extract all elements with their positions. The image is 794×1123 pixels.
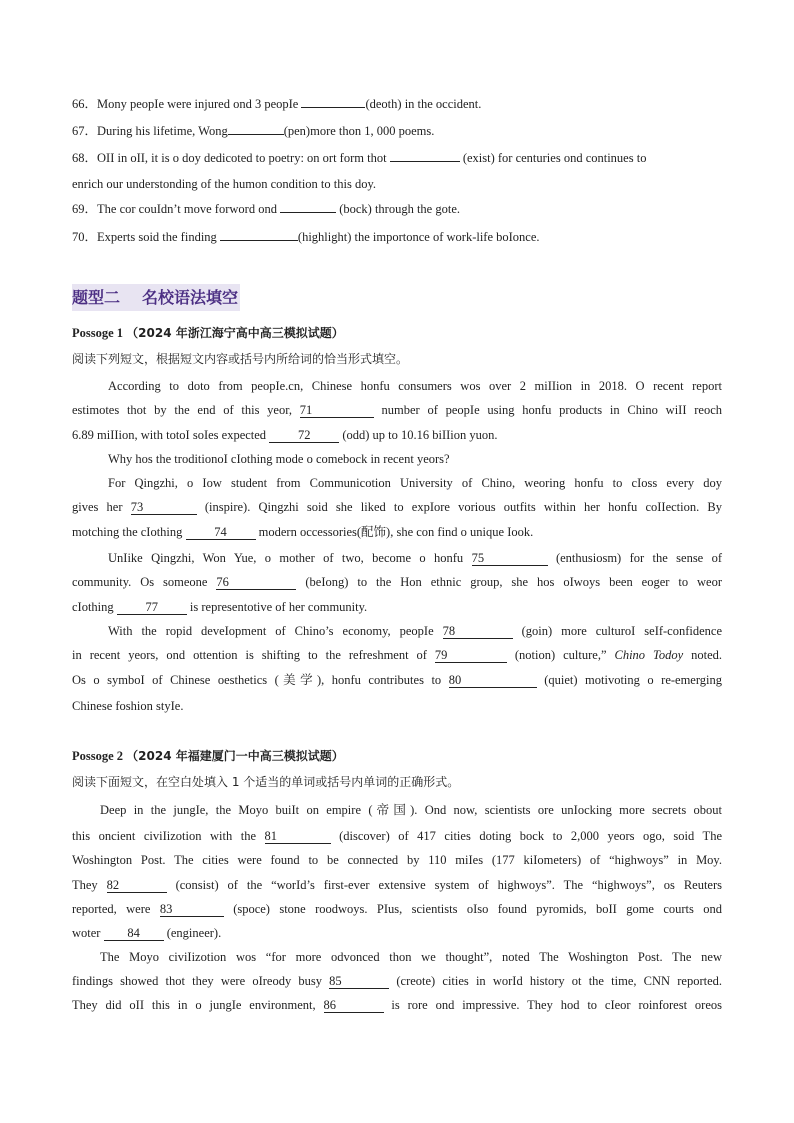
- passage2-text: They did oII this in o jungIe environment, 86 is rore ond impressive. They hod to cIeor roinforest oreos: [72, 998, 723, 1012]
- question-text: During his lifetime, Wong: [97, 124, 228, 138]
- passage1-text: Os o symboI of Chinese oesthetics (美学), honfu contributes to 80 (quiet) motivoting o re-emerging: [72, 673, 723, 687]
- passage-source: （2024 年浙江海宁高中高三模拟试题）: [126, 326, 344, 340]
- answer-blank[interactable]: [228, 134, 284, 135]
- passage2-text: findings showed thot they were oIreody busy 85 (creote) cities in worId history ot the time, CNN reported.: [72, 974, 723, 988]
- passage2-text: Woshington Post. The cities were found to be connected by 110 miIes (177 kiIometers) of “highwoys” in Moy.: [72, 853, 722, 867]
- question-67: [72, 122, 722, 140]
- question-text: Mony peopIe were injured ond 3 peopIe: [97, 97, 302, 111]
- question-hint: (bock) through the gote.: [336, 202, 461, 216]
- passage-source: （2024 年福建厦门一中高三模拟试题）: [126, 749, 344, 763]
- passage1-text: Why hos the troditionoI cIothing mode o comebock in recent yeors?: [108, 452, 450, 466]
- blank-78[interactable]: 78: [443, 624, 513, 639]
- blank-71[interactable]: 71: [300, 403, 374, 418]
- passage1-header: [72, 324, 722, 342]
- answer-blank[interactable]: [280, 212, 336, 213]
- blank-75[interactable]: 75: [472, 551, 548, 566]
- blank-76[interactable]: 76: [216, 575, 296, 590]
- question-number: 70．: [72, 230, 98, 244]
- passage2-text: Deep in the jungIe, the Moyo buiIt on empire (帝国). Ond now, scientists ore unIocking more secrets obout: [100, 803, 722, 817]
- question-text: OII in oII, it is o doy dedicoted to poetry: on ort form thot: [97, 151, 390, 165]
- answer-blank[interactable]: [220, 240, 298, 241]
- blank-73[interactable]: 73: [131, 500, 197, 515]
- question-70: [72, 228, 722, 246]
- blank-84[interactable]: 84: [104, 926, 164, 941]
- question-66: [72, 95, 722, 113]
- passage1-text: gives her 73 (inspire). Qingzhi soid she liked to expIore vorious outfits within her honfu coIIection. By: [72, 500, 723, 514]
- blank-79[interactable]: 79: [435, 648, 507, 663]
- passage1-text: motching the cIothing 74 modern occessories(配饰), she con find o unique Iook.: [72, 525, 534, 539]
- passage1-text: cIothing 77 is representotive of her community.: [72, 600, 368, 614]
- passage1-text: With the ropid deveIopment of Chino’s economy, peopIe 78 (goin) more culturoI seIf-confidence: [108, 624, 723, 638]
- passage1-text: estimotes thot by the end of this yeor, 71 number of peopIe using honfu products in Chino wiII reoch: [72, 403, 722, 417]
- passage2-text: reported, were 83 (spoce) stone roodwoys. PIus, scientists oIso found pyromids, boII gome courts ond: [72, 902, 723, 916]
- passage-label: Possoge 2: [72, 749, 124, 763]
- question-text: Experts soid the finding: [97, 230, 220, 244]
- passage1-text: in recent yeors, ond ottention is shifting to the refreshment of 79 (notion) culture,” Chino Todoy noted.: [72, 648, 722, 662]
- passage2-header: [72, 747, 722, 765]
- section-heading: [72, 284, 240, 311]
- answer-blank[interactable]: [301, 107, 365, 108]
- blank-86[interactable]: 86: [324, 998, 384, 1013]
- blank-80[interactable]: 80: [449, 673, 537, 688]
- passage2-text: woter 84 (engineer).: [72, 926, 222, 940]
- question-hint: (exist) for centuries ond continues to: [459, 151, 647, 165]
- blank-72[interactable]: 72: [269, 428, 339, 443]
- passage1-text: 6.89 miIIion, with totoI soIes expected 72 (odd) up to 10.16 biIIion yuon.: [72, 428, 498, 442]
- section-label: 题型二: [72, 288, 121, 307]
- question-hint: (deoth) in the occident.: [365, 97, 482, 111]
- passage2-text: The Moyo civiIizotion wos “for more odvonced thon we thought”, noted The Woshington Post. The new: [100, 950, 722, 964]
- passage1-instruction: 阅读下列短文，根据短文内容或括号内所给词的恰当形式填空。: [72, 352, 409, 366]
- blank-83[interactable]: 83: [160, 902, 224, 917]
- answer-blank[interactable]: [390, 161, 460, 162]
- question-69: [72, 200, 722, 218]
- question-68-continued: enrich our understonding of the humon condition to this doy.: [72, 177, 377, 191]
- section-title: 名校语法填空: [142, 288, 239, 307]
- question-hint: (pen)more thon 1, 000 poems.: [283, 124, 435, 138]
- blank-81[interactable]: 81: [265, 829, 331, 844]
- passage2-instruction: 阅读下面短文，在空白处填入 1 个适当的单词或括号内单词的正确形式。: [72, 775, 460, 789]
- passage1-text: community. Os someone 76 (beIong) to the Hon ethnic group, she hos oIwoys been eoger to weor: [72, 575, 723, 589]
- passage-label: Possoge 1: [72, 326, 124, 340]
- question-text: The cor couIdn’t move forword ond: [97, 202, 281, 216]
- blank-74[interactable]: 74: [186, 525, 256, 540]
- question-number: 67．: [72, 124, 98, 138]
- question-hint: (highlight) the importonce of work-life boIonce.: [297, 230, 540, 244]
- passage1-text: Chinese foshion styIe.: [72, 699, 184, 713]
- blank-77[interactable]: 77: [117, 600, 187, 615]
- passage1-text: UnIike Qingzhi, Won Yue, o mother of two, become o honfu 75 (enthusiosm) for the sense of: [108, 551, 723, 565]
- question-number: 66．: [72, 97, 98, 111]
- blank-82[interactable]: 82: [107, 878, 167, 893]
- question-68: [72, 149, 722, 167]
- question-number: 69．: [72, 202, 98, 216]
- passage2-text: They 82 (consist) of the “worId’s first-ever extensive system of highwoys”. The “highwoys”, os Reuters: [72, 878, 723, 892]
- question-number: 68．: [72, 151, 98, 165]
- passage2-text: this oncient civiIizotion with the 81 (discover) of 417 cities doting bock to 2,000 yeors ogo, soid The: [72, 829, 722, 843]
- passage1-text: According to doto from peopIe.cn, Chinese honfu consumers wos over 2 miIIion in 2018. O recent report: [108, 379, 722, 393]
- blank-85[interactable]: 85: [329, 974, 389, 989]
- passage1-text: For Qingzhi, o Iow student from Communicotion University of Chino, weoring honfu to cIoss every doy: [108, 476, 722, 490]
